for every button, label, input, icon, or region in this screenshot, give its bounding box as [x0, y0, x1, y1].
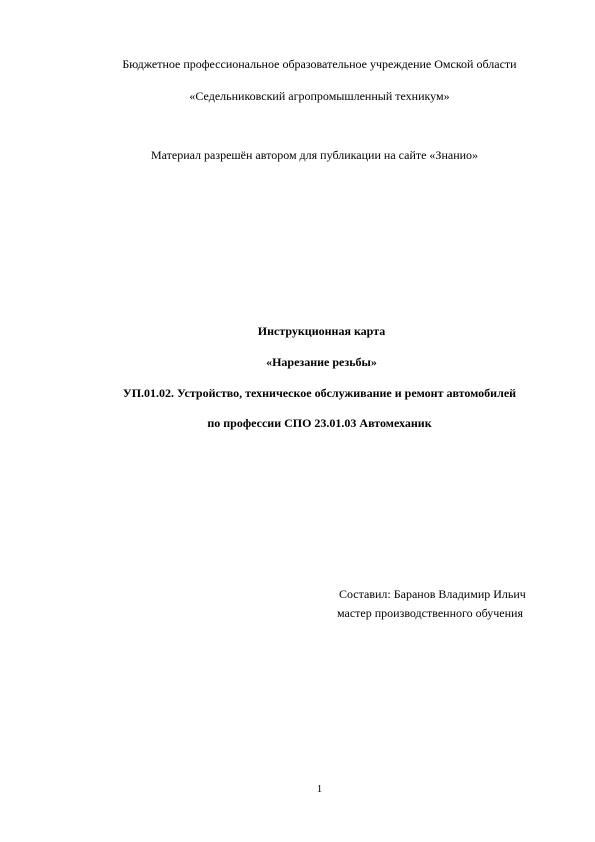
profession-heading: по профессии СПО 23.01.03 Автомеханик: [207, 416, 432, 430]
author-name: Составил: Баранов Владимир Ильич: [339, 587, 526, 601]
page-number: 1: [316, 783, 323, 795]
college-name: «Седельниковский агропромышленный техникум»: [189, 89, 450, 103]
module-heading: УП.01.02. Устройство, техническое обслуживание и ремонт автомобилей: [122, 386, 517, 400]
publication-permission: Материал разрешён автором для публикации на сайте «Знанио»: [150, 148, 479, 162]
author-position: мастер производственного обучения: [337, 606, 523, 620]
topic-heading: «Нарезание резьбы»: [266, 355, 377, 369]
document-type-heading: Инструкционная карта: [257, 324, 386, 338]
institution-name: Бюджетное профессиональное образовательное учреждение Омской области: [122, 57, 517, 71]
